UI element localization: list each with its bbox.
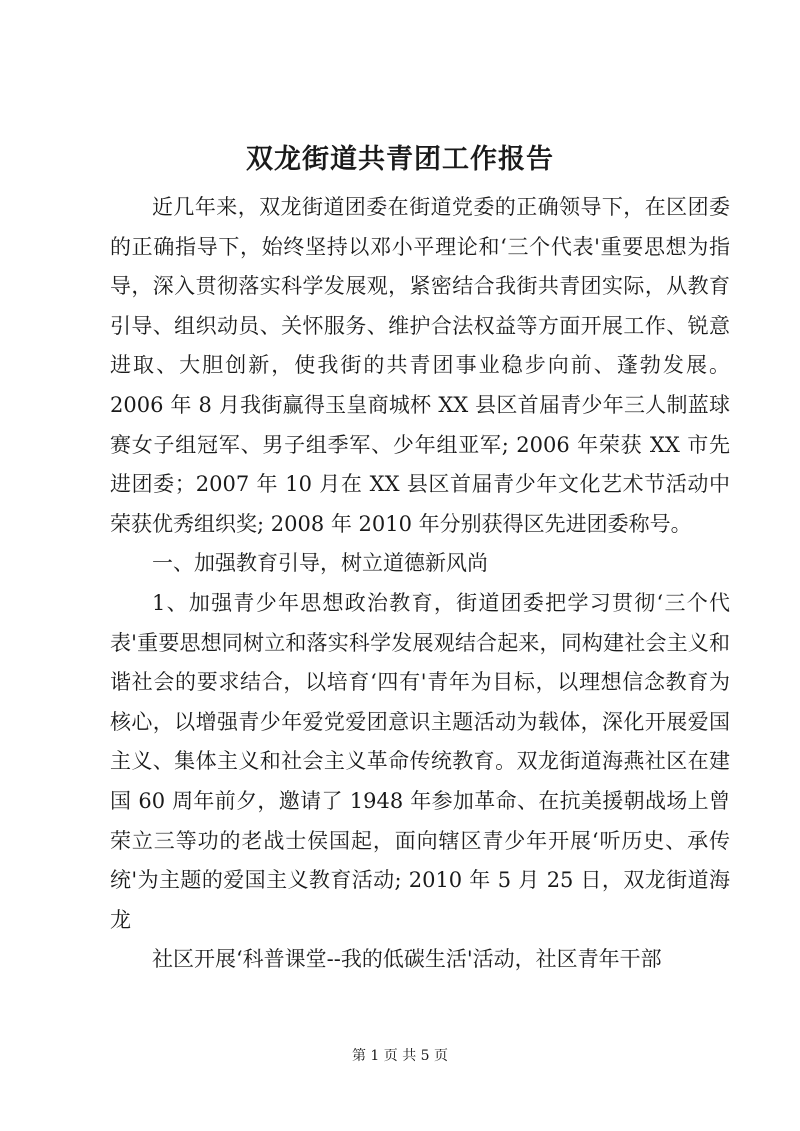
paragraph-continued: 社区开展‘科普课堂--我的低碳生活'活动，社区青年干部 <box>152 947 662 972</box>
paragraph-education: 1、加强青少年思想政治教育，街道团委把学习贯彻‘三个代表'重要思想同树立和落实科学发展观结合起来，同构建社会主义和谐社会的要求结合，以培育‘四有'青年为目标，以理想信念教育为核心，以增强青少年爱党爱团意识主题活动为载体，深化开展爱国主义、集体主义和社会主义革命传统教育。双龙街道海燕社区在建国 60 周年前夕，邀请了 1948 年参加革命、在抗美援朝战场上曾荣立三等功的老战士侯国起，面向辖区青少年开展‘听历史、承传统'为主题的爱国主义教育活动; 2010 年 5 月 25 日，双龙街道海龙 <box>110 590 730 932</box>
page-footer: 第 1 页 共 5 页 <box>351 1048 449 1064</box>
document-title: 双龙街道共青团工作报告 <box>246 144 554 175</box>
document-body <box>110 188 730 980</box>
paragraph-intro: 近几年来，双龙街道团委在街道党委的正确领导下，在区团委的正确指导下，始终坚持以邓小平理论和‘三个代表'重要思想为指导，深入贯彻落实科学发展观，紧密结合我街共青团实际，从教育引导、组织动员、关怀服务、维护合法权益等方面开展工作、锐意进取、大胆创新，使我街的共青团事业稳步向前、蓬勃发展。2006 年 8 月我街赢得玉皇商城杯 XX 县区首届青少年三人制蓝球赛女子组冠军、男子组季军、少年组亚军; 2006 年荣获 XX 市先进团委；2007 年 10 月在 XX 县区首届青少年文化艺术节活动中荣获优秀组织奖; 2008 年 2010 年分别获得区先进团委称号。 <box>110 195 730 536</box>
section-heading: 一、加强教育引导，树立道德新风尚 <box>152 551 488 576</box>
